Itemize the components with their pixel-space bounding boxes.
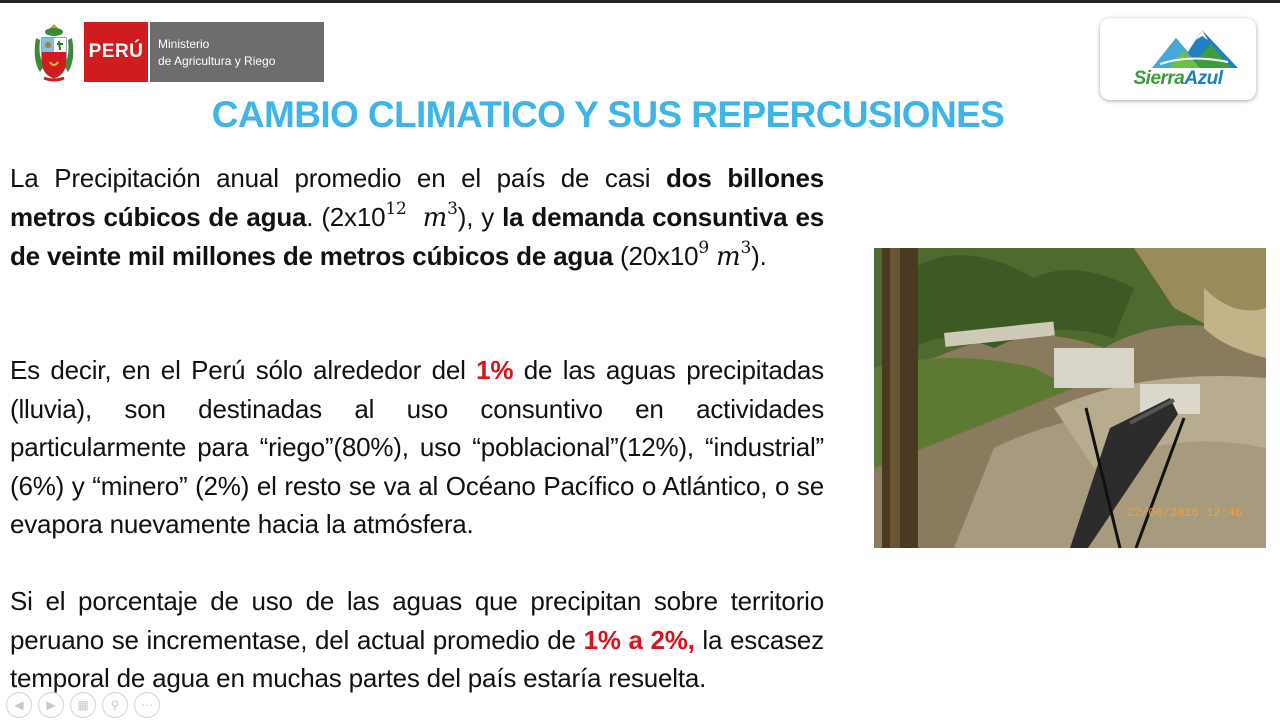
prev-icon[interactable]: ◀ bbox=[6, 692, 32, 718]
p1-exp-4: 3 bbox=[740, 238, 752, 258]
ministry-name bbox=[148, 22, 324, 82]
p1-text-4: (20x10 bbox=[613, 241, 699, 271]
paragraph-usage bbox=[10, 351, 824, 544]
p1-text-2: . (2x10 bbox=[306, 201, 386, 232]
p1-text-5: ). bbox=[751, 241, 767, 271]
p1-text-1: La Precipitación anual promedio en el país de casi bbox=[10, 163, 667, 193]
p1-exp-3: 9 bbox=[698, 238, 709, 258]
photo-timestamp: 22/06/2016 12:46 bbox=[1126, 506, 1242, 520]
p1-bold-1: dos billones metros cúbicos de agua bbox=[10, 163, 824, 232]
peru-label: PERÚ bbox=[84, 22, 148, 82]
p1-exp-1: 12 bbox=[385, 198, 407, 219]
sierra-azul-wordmark bbox=[1100, 68, 1256, 90]
ministry-line-1: Ministerio bbox=[158, 37, 210, 51]
p1-exp-2: 3 bbox=[447, 198, 458, 219]
coat-of-arms-icon bbox=[30, 22, 78, 82]
ministry-logo bbox=[30, 22, 324, 82]
slide-title: CAMBIO CLIMATICO Y SUS REPERCUSIONES bbox=[211, 94, 1005, 135]
sierra-wordmark-part1: Sierra bbox=[1133, 68, 1185, 89]
sierra-wordmark-part2: Azul bbox=[1184, 68, 1223, 89]
p2-text-2: de las aguas precipitadas (lluvia), son destinadas al uso consuntivo en actividades particularmente para “riego”(80%), uso “poblacional”(12%), “industrial” (6%) y “minero” (2%) el resto se va al Océano Pacífico o Atlántico, o se evapora nuevamente hacia la atmósfera. bbox=[10, 355, 824, 539]
p1-bold-2: la demanda consuntiva es de veinte mil millones de metros cúbicos de agua bbox=[10, 201, 824, 271]
photo-image bbox=[874, 248, 1266, 548]
p2-text-1: Es decir, en el Perú sólo alrededor del bbox=[10, 355, 477, 385]
p2-highlight: 1% bbox=[476, 355, 514, 385]
presentation-toolbar bbox=[6, 692, 160, 718]
zoom-icon[interactable]: ⚲ bbox=[102, 692, 128, 718]
paragraph-increase bbox=[10, 582, 824, 698]
mountain-icon bbox=[1150, 24, 1240, 70]
p1-unit-2: m bbox=[716, 242, 741, 272]
sierra-azul-logo bbox=[1100, 18, 1256, 100]
more-icon[interactable]: ⋯ bbox=[134, 692, 160, 718]
p1-unit-1: m bbox=[422, 202, 448, 233]
ministry-line-2: de Agricultura y Riego bbox=[158, 54, 276, 68]
top-border bbox=[0, 0, 1280, 3]
p1-text-3: ), y bbox=[457, 201, 503, 232]
next-icon[interactable]: ▶ bbox=[38, 692, 64, 718]
p3-highlight: 1% a 2%, bbox=[583, 624, 695, 655]
p3-text-1: Si el porcentaje de uso de las aguas que precipitan sobre territorio peruano se incrementase, del actual promedio de bbox=[10, 586, 824, 655]
paragraph-precipitation bbox=[10, 159, 824, 277]
canal-photo bbox=[874, 248, 1266, 548]
p3-text-2: la escasez temporal de agua en muchas partes del país estaría resuelta. bbox=[10, 624, 824, 693]
slides-icon[interactable]: ▦ bbox=[70, 692, 96, 718]
